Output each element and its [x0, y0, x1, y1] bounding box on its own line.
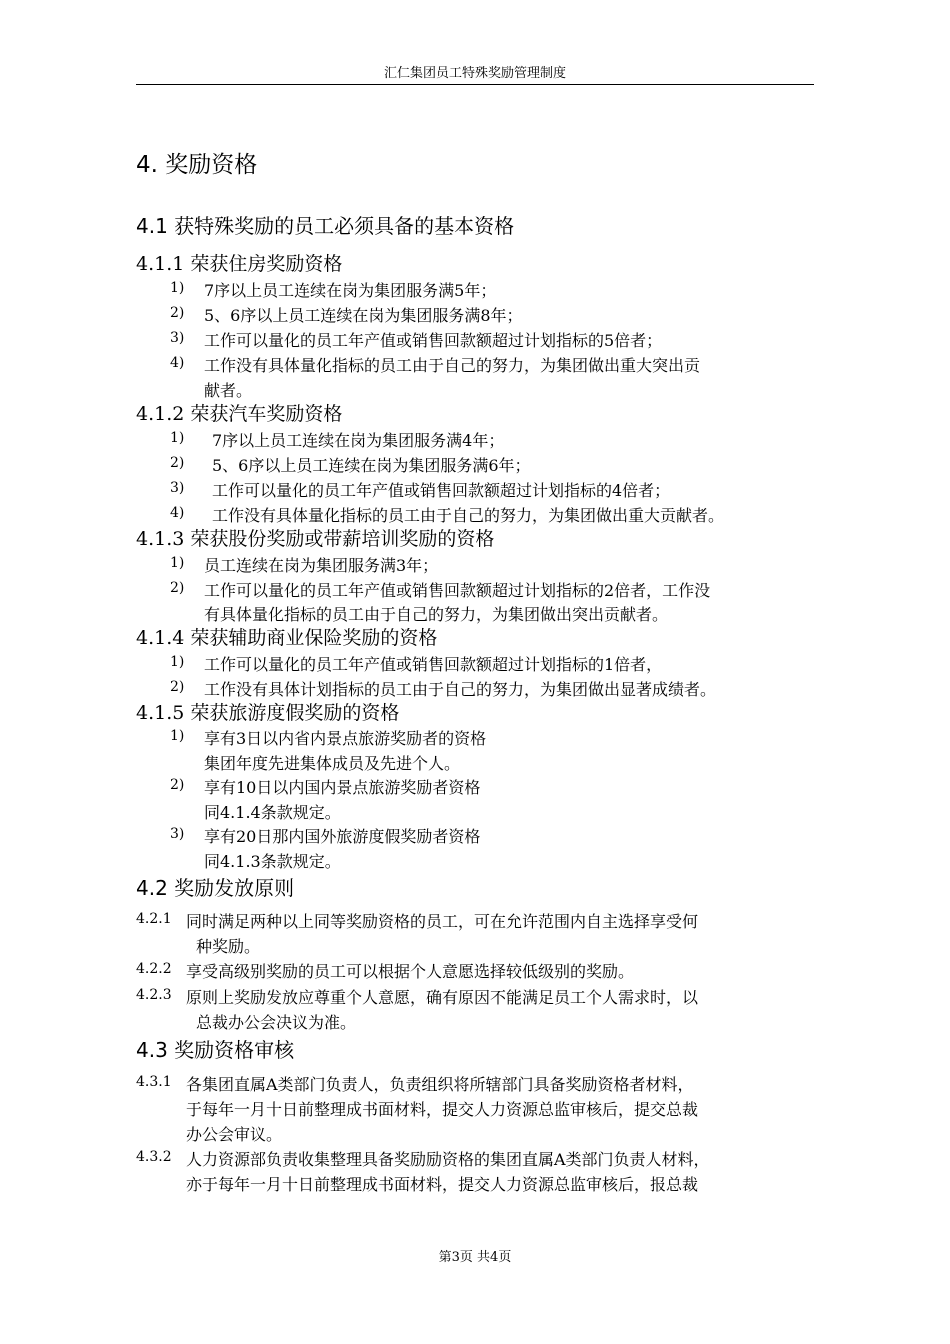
list-number: 2)	[170, 305, 185, 321]
page-header: 汇仁集团员工特殊奖励管理制度	[383, 66, 566, 81]
clause-text: 同时满足两种以上同等奖励资格的员工，可在允许范围内自主选择享受何	[186, 912, 699, 931]
list-item: 员工连续在岗为集团服务满3年；	[204, 556, 439, 575]
list-item: 工作可以量化的员工年产值或销售回款额超过计划指标的2倍者，工作没	[204, 581, 711, 600]
clause-number: 4.3.2	[136, 1149, 172, 1165]
list-item: 7序以上员工连续在岗为集团服务满5年；	[204, 281, 497, 300]
clause-text: 各集团直属A类部门负责人，负责组织将所辖部门具备奖励资格者材料，	[186, 1075, 694, 1094]
list-number: 3)	[170, 480, 185, 496]
section-4-3-title: 4.3 奖励资格审核	[136, 1038, 295, 1062]
section-4-1-title: 4.1 获特殊奖励的员工必须具备的基本资格	[136, 214, 515, 238]
section-4-1-4-title: 4.1.4 荣获辅助商业保险奖励的资格	[136, 627, 438, 649]
section-4-2-title: 4.2 奖励发放原则	[136, 876, 295, 900]
list-number: 2)	[170, 679, 185, 695]
clause-text: 人力资源部负责收集整理具备奖励励资格的集团直属A类部门负责人材料，	[186, 1150, 710, 1169]
section-4-title: 4. 奖励资格	[136, 152, 258, 178]
section-4-1-2-title: 4.1.2 荣获汽车奖励资格	[136, 403, 343, 425]
list-number: 3)	[170, 330, 185, 346]
list-item-continuation: 集团年度先进集体成员及先进个人。	[204, 754, 461, 773]
clause-continuation: 于每年一月十日前整理成书面材料，提交人力资源总监审核后，提交总裁	[186, 1100, 699, 1119]
list-number: 3)	[170, 826, 185, 842]
list-number: 1)	[170, 654, 185, 670]
clause-text: 享受高级别奖励的员工可以根据个人意愿选择较低级别的奖励。	[186, 962, 635, 981]
list-item: 7序以上员工连续在岗为集团服务满4年；	[212, 431, 505, 450]
list-number: 2)	[170, 580, 185, 596]
list-item: 工作可以量化的员工年产值或销售回款额超过计划指标的5倍者；	[204, 331, 663, 350]
list-number: 4)	[170, 505, 185, 521]
list-item-continuation: 同4.1.4条款规定。	[204, 803, 341, 822]
section-4-1-3-title: 4.1.3 荣获股份奖励或带薪培训奖励的资格	[136, 528, 495, 550]
section-4-1-1-title: 4.1.1 荣获住房奖励资格	[136, 253, 343, 275]
header-divider	[136, 84, 814, 85]
list-item: 工作没有具体计划指标的员工由于自己的努力，为集团做出显著成绩者。	[204, 680, 717, 699]
list-item: 享有3日以内省内景点旅游奖励者的资格	[204, 729, 487, 748]
section-4-1-5-title: 4.1.5 荣获旅游度假奖励的资格	[136, 702, 400, 724]
list-number: 1)	[170, 280, 185, 296]
clause-continuation: 种奖励。	[196, 937, 261, 956]
list-item: 工作可以量化的员工年产值或销售回款额超过计划指标的4倍者；	[212, 481, 671, 500]
list-item: 享有10日以内国内景点旅游奖励者资格	[204, 778, 481, 797]
list-number: 2)	[170, 777, 185, 793]
list-item: 5、6序以上员工连续在岗为集团服务满8年；	[204, 306, 523, 325]
clause-number: 4.3.1	[136, 1074, 172, 1090]
page-footer: 第3页 共4页	[438, 1250, 512, 1265]
clause-number: 4.2.3	[136, 987, 172, 1003]
clause-continuation: 总裁办公会决议为准。	[196, 1013, 357, 1032]
list-item: 享有20日那内国外旅游度假奖励者资格	[204, 827, 481, 846]
list-item-continuation: 有具体量化指标的员工由于自己的努力，为集团做出突出贡献者。	[204, 605, 669, 624]
list-number: 4)	[170, 355, 185, 371]
list-number: 2)	[170, 455, 185, 471]
list-item: 工作没有具体量化指标的员工由于自己的努力，为集团做出重大突出贡	[204, 356, 701, 375]
clause-continuation: 亦于每年一月十日前整理成书面材料，提交人力资源总监审核后，报总裁	[186, 1175, 699, 1194]
list-item-continuation: 献者。	[204, 381, 253, 400]
list-number: 1)	[170, 555, 185, 571]
list-item: 5、6序以上员工连续在岗为集团服务满6年；	[212, 456, 531, 475]
clause-text: 原则上奖励发放应尊重个人意愿，确有原因不能满足员工个人需求时，以	[186, 988, 699, 1007]
list-number: 1)	[170, 430, 185, 446]
list-item: 工作可以量化的员工年产值或销售回款额超过计划指标的1倍者，	[204, 655, 663, 674]
clause-number: 4.2.1	[136, 911, 172, 927]
list-number: 1)	[170, 728, 185, 744]
list-item-continuation: 同4.1.3条款规定。	[204, 852, 341, 871]
clause-number: 4.2.2	[136, 961, 172, 977]
clause-continuation: 办公会审议。	[186, 1125, 283, 1144]
list-item: 工作没有具体量化指标的员工由于自己的努力，为集团做出重大贡献者。	[212, 506, 725, 525]
